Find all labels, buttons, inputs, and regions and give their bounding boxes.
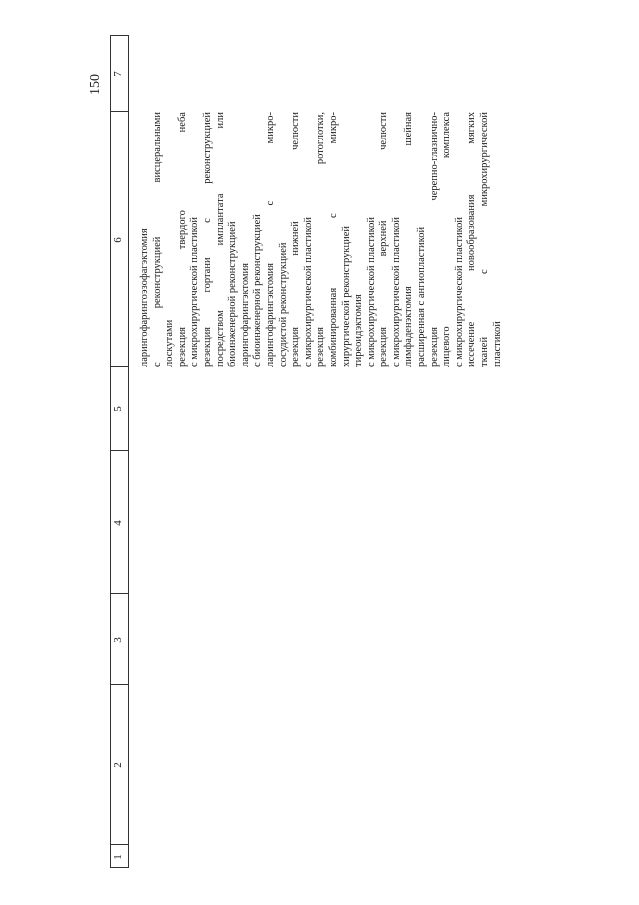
procedure-text-line [479, 112, 492, 367]
procedure-text-line [152, 112, 165, 367]
procedure-text-word: челюсти [378, 112, 390, 150]
procedure-text-line [202, 112, 215, 367]
procedure-text-word: комбинированная [327, 287, 339, 367]
procedure-text-word: имплантата [214, 193, 226, 246]
column-number-5: 5 [112, 406, 124, 412]
procedure-text-word: мягких [466, 112, 478, 144]
procedure-text-word: микро- [264, 112, 276, 144]
page-number: 150 [88, 74, 103, 95]
procedure-text-word: комплекса [441, 112, 453, 159]
procedure-text-word: резекция [315, 326, 327, 367]
column-divider [110, 684, 128, 685]
table-header-bottom-rule [128, 35, 129, 868]
column-number-4: 4 [112, 520, 124, 526]
procedure-text-word: черепно-глазнично- [428, 112, 440, 201]
column-divider [110, 35, 128, 36]
column-divider [110, 450, 128, 451]
procedure-text-word: неба [176, 112, 188, 133]
column-number-6: 6 [112, 237, 124, 243]
procedure-text-word: резекция [176, 326, 188, 367]
procedure-text-line: расширенная с ангиопластикой [416, 226, 428, 367]
column-divider [110, 111, 128, 112]
procedure-text-line [466, 112, 479, 367]
procedure-text-word: тканей [479, 336, 491, 367]
procedure-text-word: ротоглотки, [315, 112, 327, 165]
column-divider [110, 366, 128, 367]
procedure-text-line: лоскутами [164, 319, 176, 367]
procedure-text-line: с биоинженерной реконструкцией [252, 214, 264, 367]
procedure-text-word: шейная [403, 112, 415, 146]
procedure-text-word: с [201, 218, 213, 223]
procedure-text-line: ларингофарингоэзофагэктомия [139, 228, 150, 367]
procedure-text-word: резекция [290, 326, 302, 367]
procedure-text-word: микро- [327, 112, 339, 144]
procedure-text-line [441, 112, 454, 367]
procedure-text-word: верхней [378, 220, 390, 257]
procedure-text-line [290, 112, 303, 367]
procedure-text-word: висцеральными [151, 112, 163, 183]
procedure-text-word: гортани [201, 257, 213, 293]
procedure-text-line [378, 112, 391, 367]
procedure-text-word: с [264, 200, 276, 206]
procedure-text-word: резекция [428, 326, 440, 367]
procedure-text-word: нижней [290, 221, 302, 256]
column-number-2: 2 [112, 762, 124, 768]
procedure-text-word: лицевого [441, 326, 453, 367]
procedure-text-line: тиреоидэктомия [353, 294, 365, 367]
procedure-text-word: лимфаденэктомия [403, 286, 415, 367]
column-6-procedures-text [139, 112, 504, 367]
procedure-text-word: с [327, 213, 339, 218]
procedure-text-word: твердого [176, 210, 188, 250]
procedure-text-line: с микрохирургической пластикой [365, 216, 377, 367]
procedure-text-line [403, 112, 416, 367]
procedure-text-line [215, 112, 228, 367]
procedure-text-word: резекция [378, 326, 390, 367]
procedure-text-word: реконструкцией [201, 112, 213, 184]
procedure-text-line: с микрохирургической пластикой [189, 216, 201, 367]
procedure-text-word: посредством [214, 310, 226, 367]
procedure-text-word: или [214, 112, 226, 129]
column-number-3: 3 [112, 637, 124, 643]
procedure-text-word: с [151, 362, 163, 367]
procedure-text-word: новообразования [466, 194, 478, 271]
procedure-text-line: с микрохирургической пластикой [302, 216, 314, 367]
procedure-text-word: с [479, 269, 491, 274]
procedure-text-word: резекция [201, 326, 213, 367]
procedure-text-line: биоинженерной реконструкцией [227, 221, 239, 367]
procedure-text-word: челюсти [290, 112, 302, 150]
procedure-text-line [429, 112, 442, 367]
procedure-text-word: микрохирургической [479, 112, 491, 207]
procedure-text-word: реконструкцией [151, 236, 163, 309]
column-number-7: 7 [112, 71, 124, 77]
procedure-text-line [265, 112, 278, 367]
procedure-text-line [328, 112, 341, 367]
column-number-1: 1 [112, 854, 124, 860]
table-header-top-rule [110, 35, 111, 868]
procedure-text-word: иссечение [466, 321, 478, 367]
procedure-text-line: ларингофарингэктомия [239, 262, 251, 367]
procedure-text-line: с микрохирургической пластикой [453, 216, 465, 367]
procedure-text-line: хирургической реконструкцией [340, 225, 352, 367]
column-divider [110, 593, 128, 594]
procedure-text-word: ларингофарингэктомия [264, 262, 276, 367]
procedure-text-line [177, 112, 190, 367]
procedure-text-line: сосудистой реконструкцией [277, 242, 289, 367]
procedure-text-line: с микрохирургической пластикой [390, 216, 402, 367]
procedure-text-line: пластикой [491, 321, 503, 367]
procedure-text-line [315, 112, 328, 367]
